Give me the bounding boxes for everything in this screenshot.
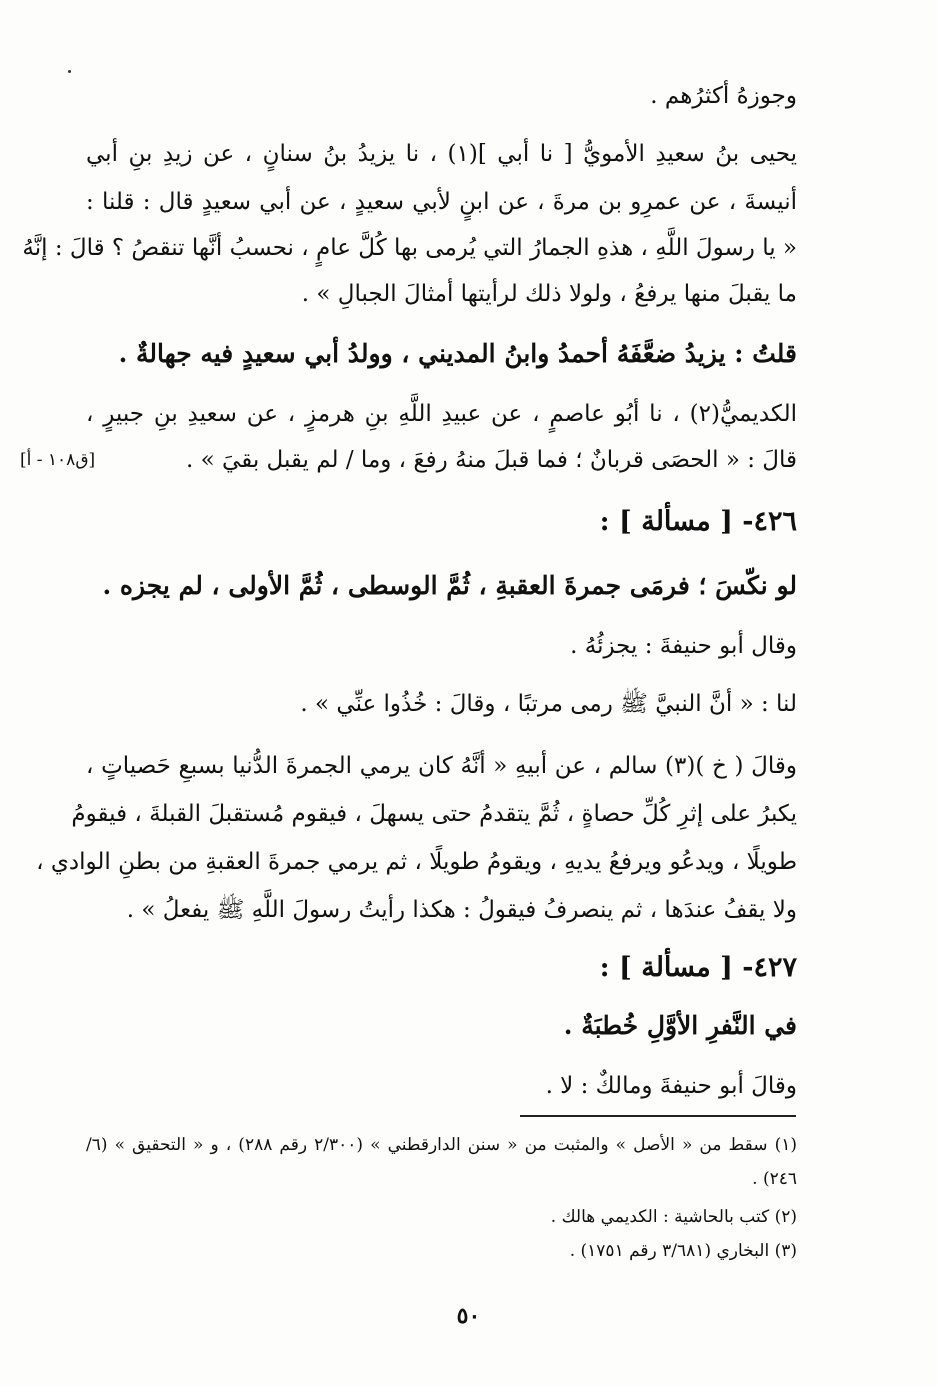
margin-folio-note: [ق١٠٨ - أ] xyxy=(20,450,96,470)
text-line: ما يقبلَ منها يرفعُ ، ولولا ذلك لرأيتها أمثالَ الجبالِ » . xyxy=(301,281,797,307)
issue-statement: لو نكّسَ ؛ فرمَى جمرةَ العقبةِ ، ثُمَّ الوسطى ، ثُمَّ الأولى ، لم يجزه . xyxy=(102,571,797,600)
text-line: وجوزهُ أكثرُهم . xyxy=(650,83,797,109)
comment-line: قلتُ : يزيدُ ضعَّفَهُ أحمدُ وابنُ المديني ، وولدُ أبي سعيدٍ فيه جهالةٌ . xyxy=(118,339,797,368)
footnote-continuation: ٢٤٦) . xyxy=(752,1169,797,1189)
issue-statement: في النَّفرِ الأوَّلِ خُطبَةٌ . xyxy=(563,1011,797,1040)
footnote-separator xyxy=(520,1115,796,1117)
footnote: (٢) كتب بالحاشية : الكديمي هالك . xyxy=(550,1207,797,1227)
footnote: (٣) البخاري (٣/٦٨١ رقم ١٧٥١) . xyxy=(569,1241,797,1261)
text-line: « يا رسولَ اللَّهِ ، هذهِ الجمارُ التي يُرمى بها كُلَّ عامٍ ، نحسبُ أنَّها تنقصُ ؟ قالَ : إنَّهُ xyxy=(22,235,797,261)
text-line: وقال أبو حنيفةَ : يجزئُهُ . xyxy=(570,633,797,659)
text-line: وقالَ ( خ )(٣) سالم ، عن أبيهِ « أنَّهُ كان يرمي الجمرةَ الدُّنيا بسبعِ حَصياتٍ ، xyxy=(86,753,797,779)
text-line: أنيسةَ ، عن عمرِو بن مرةَ ، عن ابنٍ لأبي سعيدٍ ، عن أبي سعيدٍ قال : قلنا : xyxy=(86,189,797,215)
issue-heading: ٤٢٧- [ مسألة ] : xyxy=(599,952,797,983)
text-line: طويلًا ، ويدعُو ويرفعُ يديهِ ، ويقومُ طويلًا ، ثم يرمي جمرةَ العقبةِ من بطنِ الوادي ، xyxy=(36,849,797,875)
text-line: يكبرُ على إثرِ كُلِّ حصاةٍ ، ثُمَّ يتقدمُ حتى يسهلَ ، فيقوم مُستقبلَ القبلةَ ، فيقومُ xyxy=(71,801,797,827)
text-line: وقالَ أبو حنيفةَ ومالكٌ : لا . xyxy=(545,1073,797,1099)
footnote: (١) سقط من « الأصل » والمثبت من « سنن الدارقطني » (٢/٣٠٠ رقم ٢٨٨) ، و « التحقيق » (٦/ xyxy=(86,1135,797,1155)
issue-heading: ٤٢٦- [ مسألة ] : xyxy=(599,506,797,537)
text-line: لنا : « أنَّ النبيَّ ﷺ رمى مرتبًا ، وقالَ : خُذُوا عنِّي » . xyxy=(300,691,797,717)
page-number: ٥٠ xyxy=(456,1303,481,1329)
text-line: قالَ : « الحصَى قربانٌ ؛ فما قبلَ منهُ رفعَ ، وما / لم يقبل بقيَ » . xyxy=(186,447,797,473)
text-line: ولا يقفُ عندَها ، ثم ينصرفُ فيقولُ : هكذا رأيتُ رسولَ اللَّهِ ﷺ يفعلُ » . xyxy=(126,897,797,923)
text-line: الكديميُّ(٢) ، نا أبُو عاصمٍ ، عن عبيدِ اللَّهِ بنِ هرمزٍ ، عن سعيدِ بنِ جبيرٍ ، xyxy=(86,401,797,427)
text-line: يحيى بنُ سعيدِ الأمويُّ [ نا أبي ](١) ، نا يزيدُ بنُ سنانٍ ، عن زيدِ بنِ أبي xyxy=(86,141,797,167)
ink-speck xyxy=(68,70,71,73)
